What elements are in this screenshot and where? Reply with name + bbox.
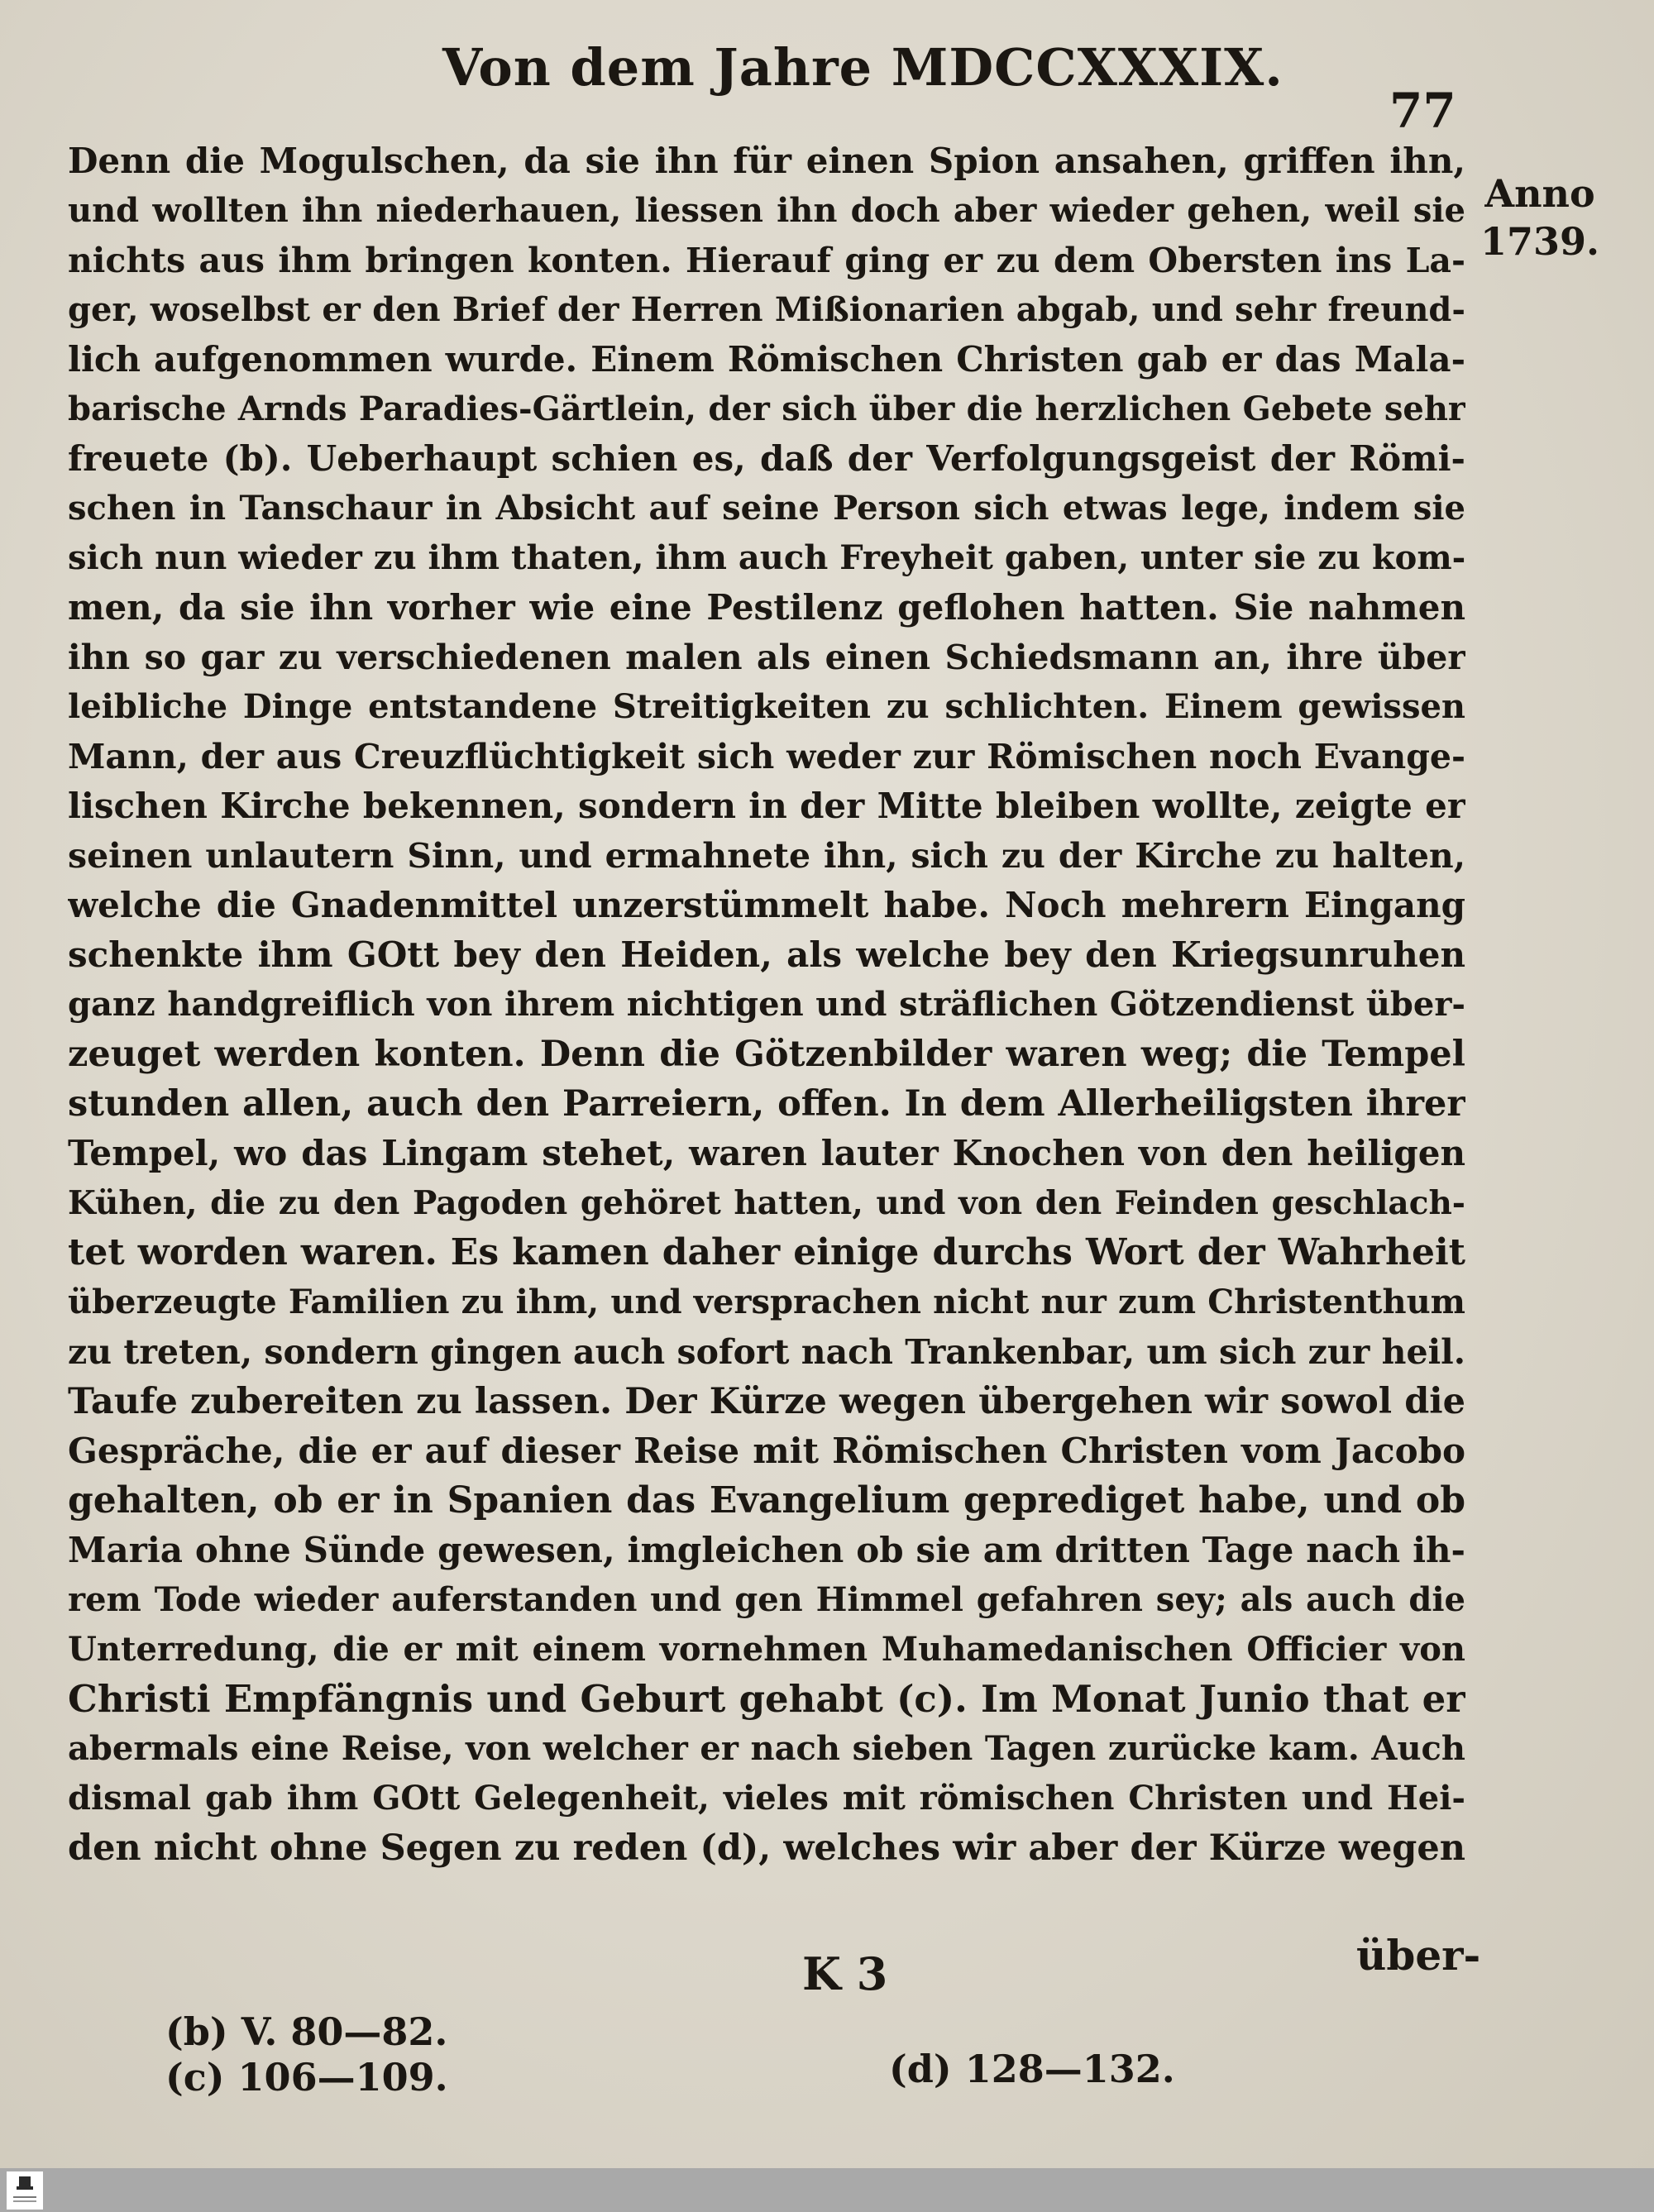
margin-note-word: Anno xyxy=(1484,171,1595,216)
body-text xyxy=(68,136,1465,1873)
text-line: den nicht ohne Segen zu reden (d), welches wir aber der Kürze wegen xyxy=(68,1827,1465,1869)
running-head-title: Von dem Jahre MDCCXXXIX. xyxy=(442,37,1284,98)
margin-note-year: 1739. xyxy=(1480,219,1600,264)
text-line: schenkte ihm GOtt bey den Heiden, als welche bey den Kriegsunruhen xyxy=(68,934,1465,975)
footnote-c: (c) 106—109. xyxy=(165,2055,448,2100)
catchword: über- xyxy=(1356,1931,1481,1980)
text-line: und wollten ihn niederhauen, liessen ihn doch aber wieder gehen, weil sie xyxy=(68,191,1465,230)
margin-note xyxy=(1480,170,1599,265)
text-line: Kühen, die zu den Pagoden gehöret hatten, und von den Feinden geschlach- xyxy=(68,1184,1465,1222)
text-line: Maria ohne Sünde gewesen, imgleichen ob sie am dritten Tage nach ih- xyxy=(68,1530,1465,1570)
text-line: lischen Kirche bekennen, sondern in der Mitte bleiben wollte, zeigte er xyxy=(68,786,1465,826)
text-line: überzeugte Familien zu ihm, und versprachen nicht nur zum Christenthum xyxy=(68,1283,1465,1321)
library-logo-icon xyxy=(7,2171,43,2210)
text-line: Unterredung, die er mit einem vornehmen Muhamedanischen Officier von xyxy=(68,1630,1465,1669)
text-line: leibliche Dinge entstandene Streitigkeiten zu schlichten. Einem gewissen xyxy=(68,687,1465,726)
text-line: ger, woselbst er den Brief der Herren Mißionarien abgab, und sehr freund- xyxy=(68,290,1465,329)
text-line: Tempel, wo das Lingam stehet, waren lauter Knochen von den heiligen xyxy=(68,1133,1465,1173)
text-line: abermals eine Reise, von welcher er nach sieben Tagen zurücke kam. Auch xyxy=(68,1729,1465,1768)
text-line: tet worden waren. Es kamen daher einige durchs Wort der Wahrheit xyxy=(68,1231,1465,1273)
text-line: lich aufgenommen wurde. Einem Römischen Christen gab er das Mala- xyxy=(68,339,1465,380)
text-line: seinen unlautern Sinn, und ermahnete ihn, sich zu der Kirche zu halten, xyxy=(68,836,1465,876)
text-line: zu treten, sondern gingen auch sofort nach Trankenbar, um sich zur heil. xyxy=(68,1332,1465,1372)
signature-mark: K 3 xyxy=(802,1947,888,2000)
text-line: Christi Empfängnis und Geburt gehabt (c). Im Monat Junio that er xyxy=(68,1677,1465,1721)
text-line: barische Arnds Paradies-Gärtlein, der sich über die herzlichen Gebete sehr xyxy=(68,389,1465,428)
text-line: ganz handgreiflich von ihrem nichtigen und sträflichen Götzendienst über- xyxy=(68,985,1465,1024)
text-line: ihn so gar zu verschiedenen malen als einen Schiedsmann an, ihre über xyxy=(68,638,1465,677)
text-line: nichts aus ihm bringen konten. Hierauf ging er zu dem Obersten ins La- xyxy=(68,241,1465,280)
text-line: Mann, der aus Creuzflüchtigkeit sich weder zur Römischen noch Evange- xyxy=(68,737,1465,776)
text-line: schen in Tanschaur in Absicht auf seine Person sich etwas lege, indem sie xyxy=(68,489,1465,528)
footnote-b: (b) V. 80—82. xyxy=(165,2009,448,2054)
text-line: welche die Gnadenmittel unzerstümmelt habe. Noch mehrern Eingang xyxy=(68,885,1465,925)
viewer-bottom-bar xyxy=(0,2168,1654,2212)
text-line: Gespräche, die er auf dieser Reise mit Römischen Christen vom Jacobo xyxy=(68,1431,1465,1471)
footnote-d: (d) 128—132. xyxy=(889,2047,1175,2091)
text-line: rem Tode wieder auferstanden und gen Himmel gefahren sey; als auch die xyxy=(68,1580,1465,1619)
text-line: stunden allen, auch den Parreiern, offen. In dem Allerheiligsten ihrer xyxy=(68,1083,1465,1125)
text-line: gehalten, ob er in Spanien das Evangelium geprediget habe, und ob xyxy=(68,1479,1465,1522)
text-line: Denn die Mogulschen, da sie ihn für einen Spion ansahen, griffen ihn, xyxy=(68,141,1465,181)
page-number: 77 xyxy=(1389,83,1456,139)
text-line: sich nun wieder zu ihm thaten, ihm auch Freyheit gaben, unter sie zu kom- xyxy=(68,538,1465,577)
text-line: men, da sie ihn vorher wie eine Pestilenz geflohen hatten. Sie nahmen xyxy=(68,587,1465,628)
text-line: Taufe zubereiten zu lassen. Der Kürze wegen übergehen wir sowol die xyxy=(68,1381,1465,1422)
text-line: dismal gab ihm GOtt Gelegenheit, vieles mit römischen Christen und Hei- xyxy=(68,1779,1465,1818)
text-line: zeuget werden konten. Denn die Götzenbilder waren weg; die Tempel xyxy=(68,1034,1465,1075)
text-line: freuete (b). Ueberhaupt schien es, daß der Verfolgungsgeist der Römi- xyxy=(68,438,1465,479)
